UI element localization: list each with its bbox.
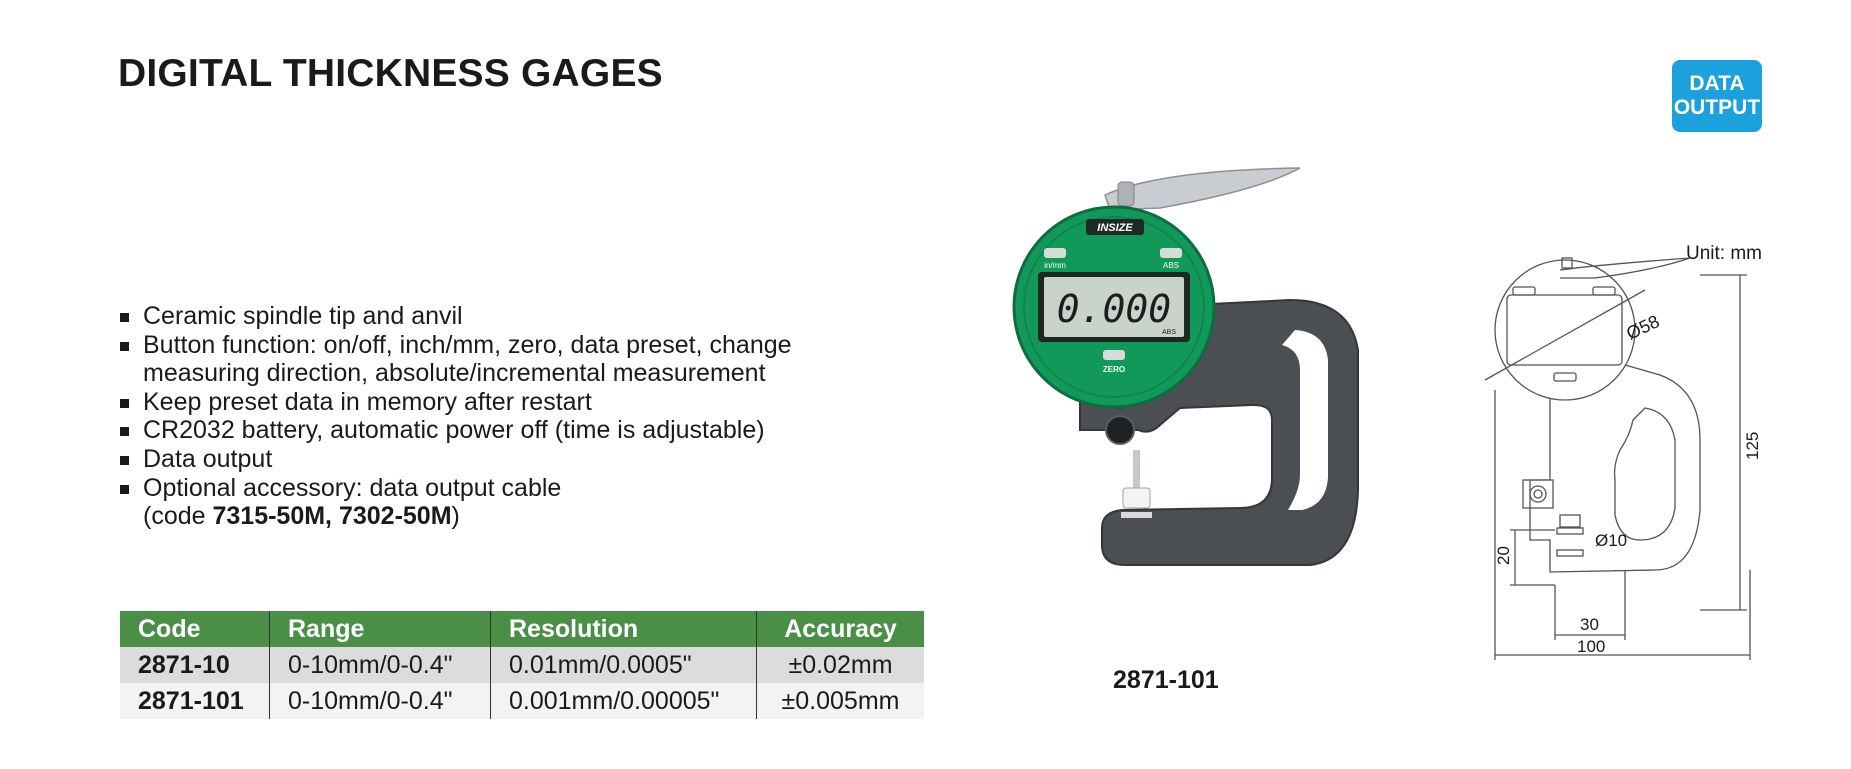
col-header-resolution: Resolution (491, 611, 757, 647)
cell-range: 0-10mm/0-0.4" (270, 647, 491, 683)
brand-logo: INSIZE (1097, 222, 1133, 234)
table-header-row (120, 611, 924, 647)
dim-width-label: 100 (1577, 637, 1606, 656)
spindle-tip-icon (1123, 488, 1150, 508)
feature-item: Button function: on/off, inch/mm, zero, data preset, change measuring direction, absolute/incremental measurement (118, 331, 792, 388)
svg-text:ABS: ABS (1161, 329, 1176, 336)
cell-accuracy: ±0.005mm (757, 683, 925, 719)
unit-label: Unit: mm (1686, 243, 1762, 264)
feature-item: Keep preset data in memory after restart (118, 388, 792, 417)
svg-text:ABS: ABS (1162, 261, 1180, 270)
anvil-icon (1121, 512, 1152, 518)
dim-diameter-label: Ø58 (1623, 311, 1663, 344)
feature-item: CR2032 battery, automatic power off (time is adjustable) (118, 416, 792, 445)
product-model-label: 2871-101 (1113, 666, 1219, 694)
table-row (120, 683, 924, 719)
feature-item: Ceramic spindle tip and anvil (118, 302, 792, 331)
page-title: DIGITAL THICKNESS GAGES (118, 52, 663, 95)
lock-knob-icon (1106, 416, 1134, 444)
dim-height-label: 125 (1743, 431, 1762, 460)
accessory-codes: 7315-50M, 7302-50M (212, 502, 452, 531)
cell-resolution: 0.01mm/0.0005" (491, 647, 757, 683)
product-photo (1010, 160, 1390, 580)
spindle-icon (1133, 450, 1140, 490)
dim-gap-label: 20 (1494, 546, 1513, 565)
col-header-accuracy: Accuracy (757, 611, 925, 647)
cell-code: 2871-101 (120, 683, 270, 719)
technical-drawing (1455, 240, 1785, 670)
cell-code: 2871-10 (120, 647, 270, 683)
feature-list (118, 302, 792, 531)
spec-table (120, 611, 924, 719)
svg-text:ZERO: ZERO (1102, 365, 1126, 374)
data-output-badge (1672, 60, 1762, 132)
lcd-reading: 0.000 (1056, 287, 1172, 331)
dim-tip-label: Ø10 (1595, 531, 1628, 550)
dial-outline-icon (1495, 260, 1635, 400)
cell-range: 0-10mm/0-0.4" (270, 683, 491, 719)
dim-throat-label: 30 (1580, 615, 1599, 634)
table-row (120, 647, 924, 683)
spindle-outline-icon (1560, 515, 1580, 527)
feature-item: Data output (118, 445, 792, 474)
badge-line-1: DATA (1689, 72, 1745, 95)
inmm-button-icon (1044, 248, 1066, 258)
col-header-range: Range (270, 611, 491, 647)
feature-item: Optional accessory: data output cable (code 7315-50M, 7302-50M) (118, 474, 792, 531)
frame-opening-outline-icon (1615, 408, 1675, 540)
zero-button-icon (1103, 350, 1125, 360)
col-header-code: Code (120, 611, 270, 647)
abs-button-icon (1160, 248, 1182, 258)
badge-line-2: OUTPUT (1673, 96, 1761, 119)
cell-resolution: 0.001mm/0.00005" (491, 683, 757, 719)
lever-knob-icon (1118, 182, 1134, 206)
cell-accuracy: ±0.02mm (757, 647, 925, 683)
svg-text:in/mm: in/mm (1044, 261, 1066, 270)
